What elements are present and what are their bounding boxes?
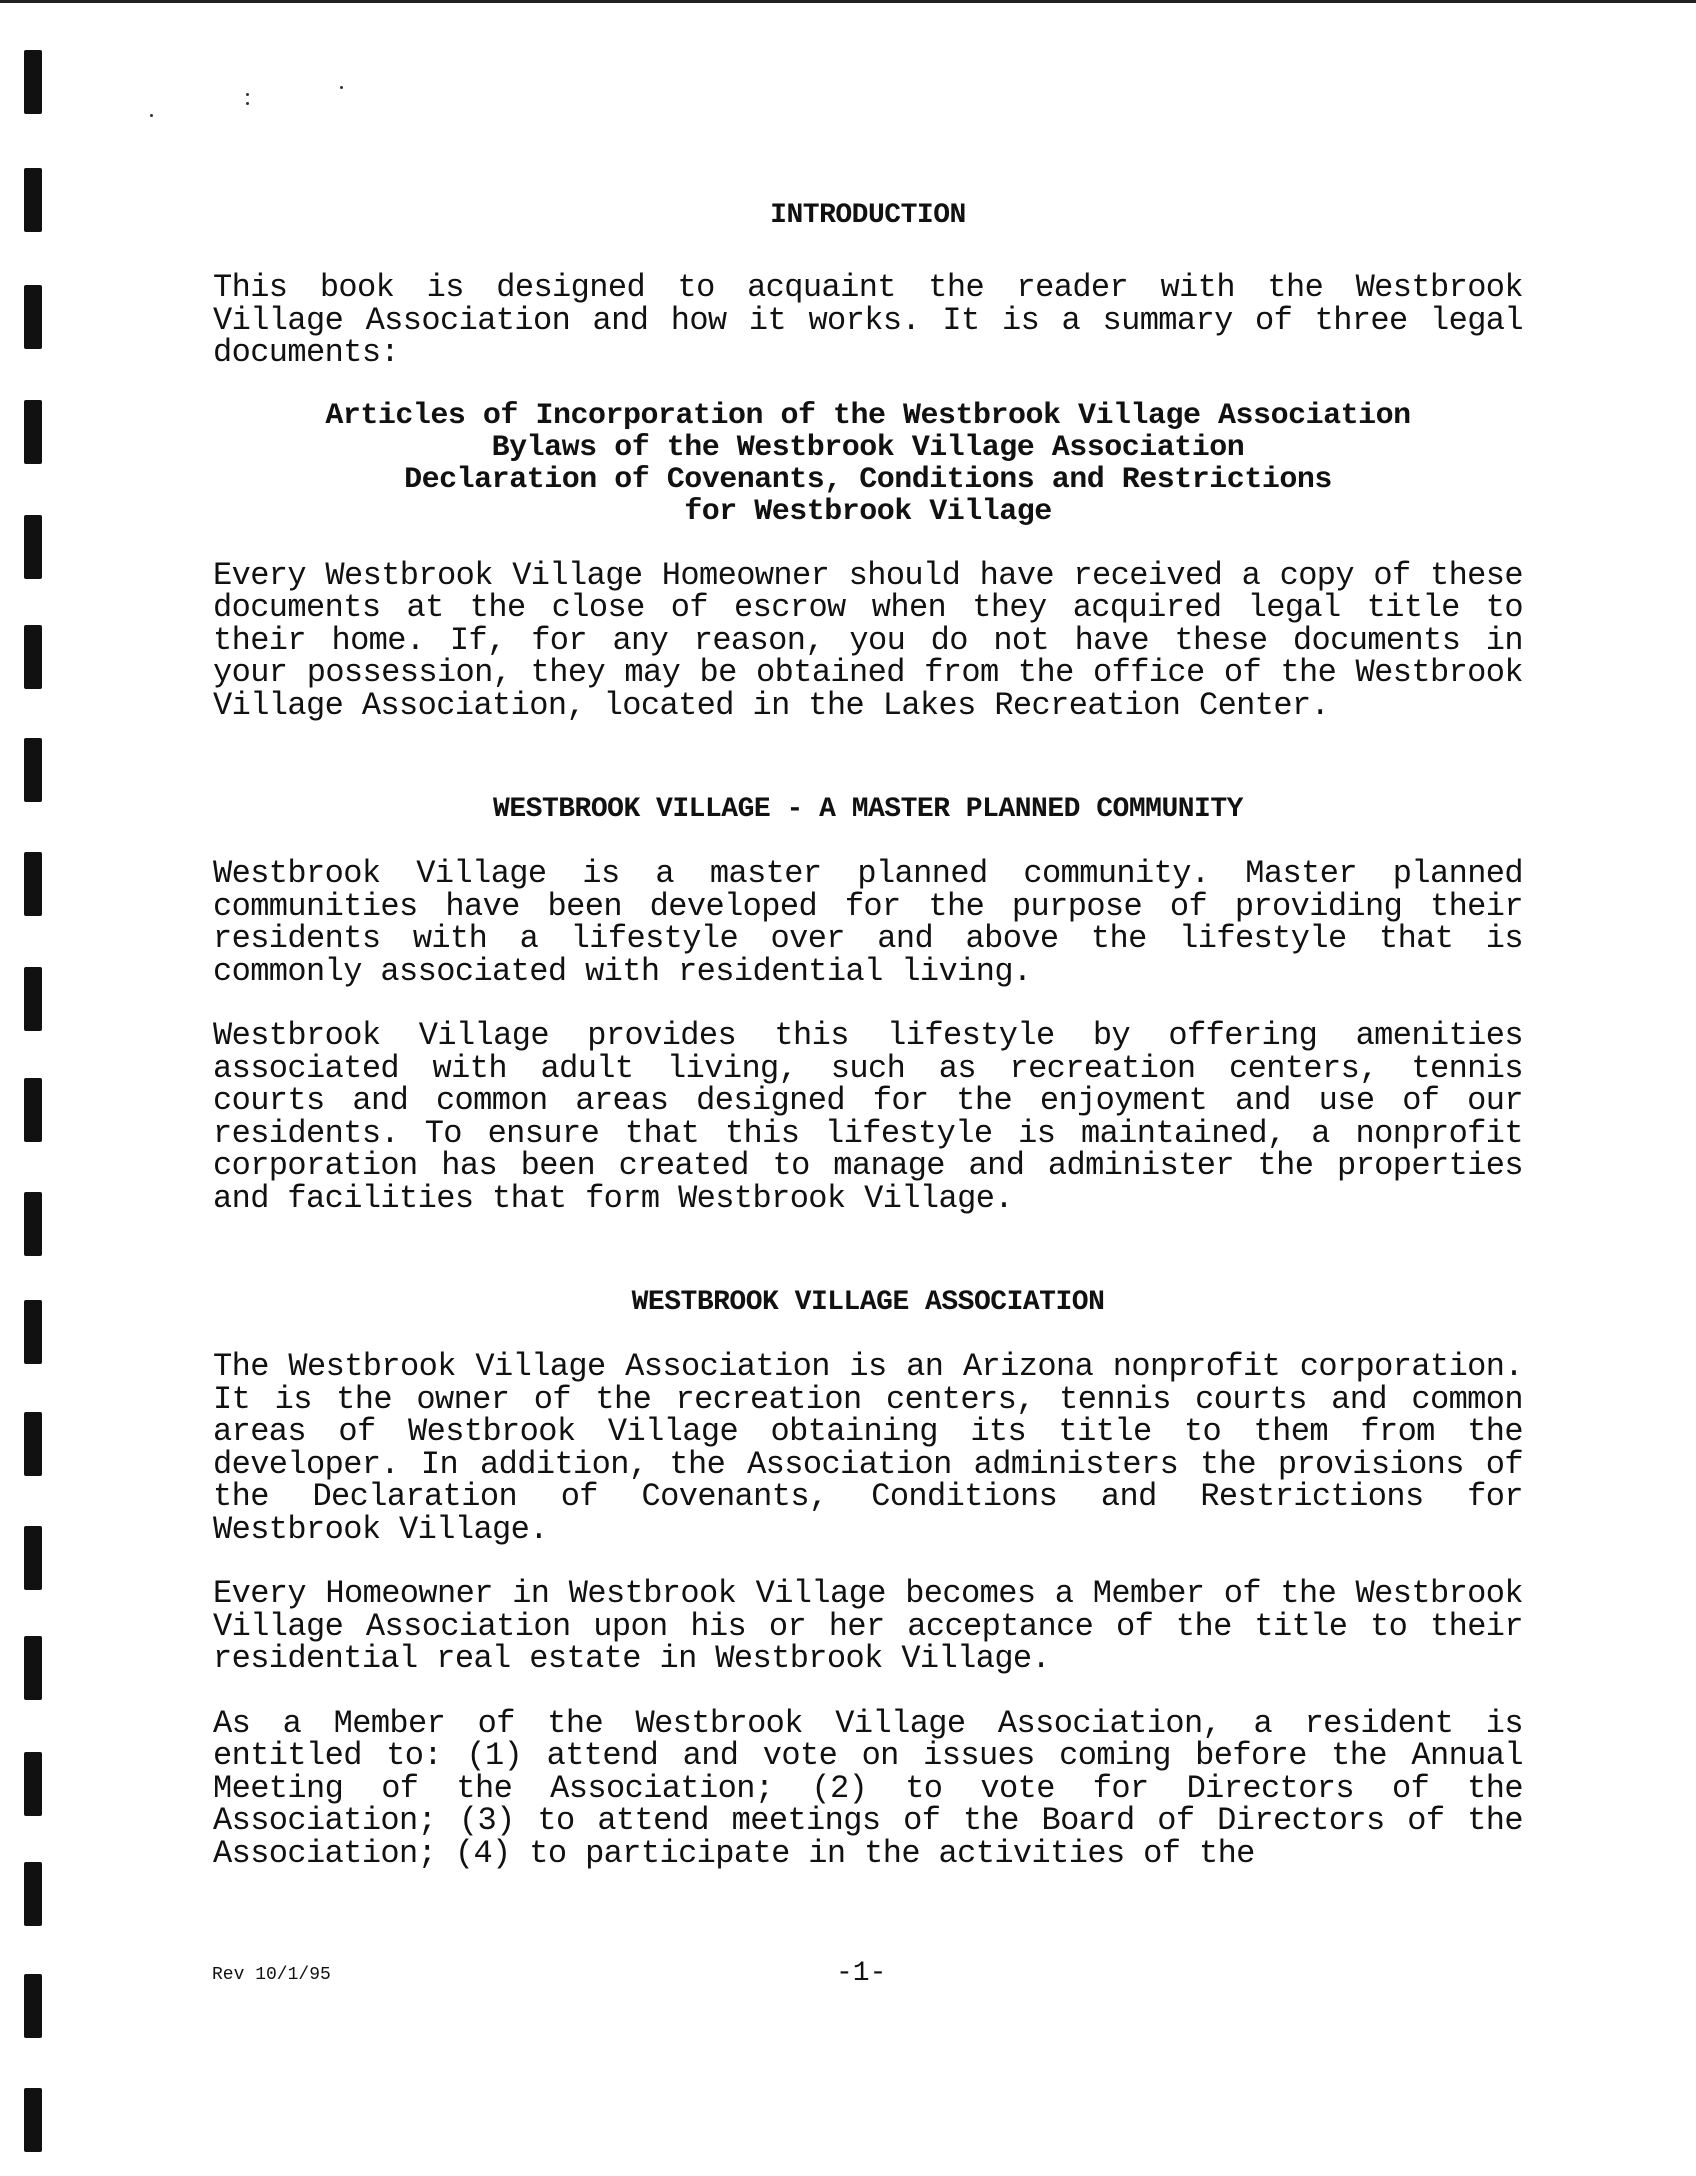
binding-hole [24,1526,42,1590]
document-title: Declaration of Covenants, Conditions and Restrictions [404,462,1332,497]
scan-speck [246,93,249,96]
section-heading-master-planned: WESTBROOK VILLAGE - A MASTER PLANNED COMMUNITY [493,794,1243,825]
binding-hole [24,738,42,802]
legal-documents-list [213,400,1523,528]
binding-hole [24,2088,42,2152]
master-paragraph: Westbrook Village is a master planned community. Master planned communities have been developed for the purpose of providing their residents with a lifestyle over and above the lifestyle that is commonly associated with residential living. [213,855,1523,990]
binding-hole [24,400,42,464]
association-paragraph: As a Member of the Westbrook Village Association, a resident is entitled to: (1) attend and vote on issues coming before the Annual Meeting of the Association; (2) to vote for Directors of the Association; (3) to attend meetings of the Board of Directors of the Association; (4) to participate in the activities of the [213,1704,1523,1872]
binding-hole [24,1192,42,1256]
binding-hole [24,967,42,1031]
binding-hole [24,1974,42,2038]
binding-hole [24,515,42,579]
binding-hole [24,50,42,114]
binding-hole [24,1862,42,1926]
binding-hole [24,1412,42,1476]
document-title: Articles of Incorporation of the Westbrook Village Association [325,398,1411,433]
master-paragraph: Westbrook Village provides this lifestyle by offering amenities associated with adult living, such as recreation centers, tennis courts and common areas designed for the enjoyment and use of our residents. To ensure that this lifestyle is maintained, a nonprofit corporation has been created to manage and administer the properties and facilities that form Westbrook Village. [213,1017,1523,1217]
intro-paragraph: Every Westbrook Village Homeowner should have received a copy of these documents at the close of escrow when they acquired legal title to their home. If, for any reason, you do not have these documents in your possession, they may be obtained from the office of the Westbrook Village Association, located in the Lakes Recreation Center. [213,556,1523,724]
binding-hole [24,1636,42,1700]
association-paragraph: Every Homeowner in Westbrook Village becomes a Member of the Westbrook Village Association upon his or her acceptance of the title to their residential real estate in Westbrook Village. [213,1575,1523,1677]
binding-hole [24,1300,42,1364]
page-number: -1- [836,1958,887,1989]
scan-top-edge [0,0,1696,3]
document-title: Bylaws of the Westbrook Village Association [491,430,1245,465]
scan-speck [340,86,343,89]
binding-hole [24,168,42,232]
scan-speck [150,114,153,117]
association-paragraph: The Westbrook Village Association is an Arizona nonprofit corporation. It is the owner of the recreation centers, tennis courts and common areas of Westbrook Village obtaining its title to them from the developer. In addition, the Association administers the provisions of the Declaration of Covenants, Conditions and Restrictions for Westbrook Village. [213,1348,1523,1548]
section-heading-association: WESTBROOK VILLAGE ASSOCIATION [631,1287,1105,1318]
scan-speck [246,102,249,105]
revision-date: Rev 10/1/95 [212,1965,331,1985]
binding-hole [24,1078,42,1142]
intro-paragraph: This book is designed to acquaint the reader with the Westbrook Village Association and how it works. It is a summary of three legal documents: [213,269,1523,371]
binding-hole [24,852,42,916]
binding-hole [24,625,42,689]
section-heading-introduction: INTRODUCTION [770,200,966,231]
document-title: for Westbrook Village [684,494,1052,529]
document-body [213,200,1523,1870]
binding-hole [24,285,42,349]
binding-hole [24,1752,42,1816]
